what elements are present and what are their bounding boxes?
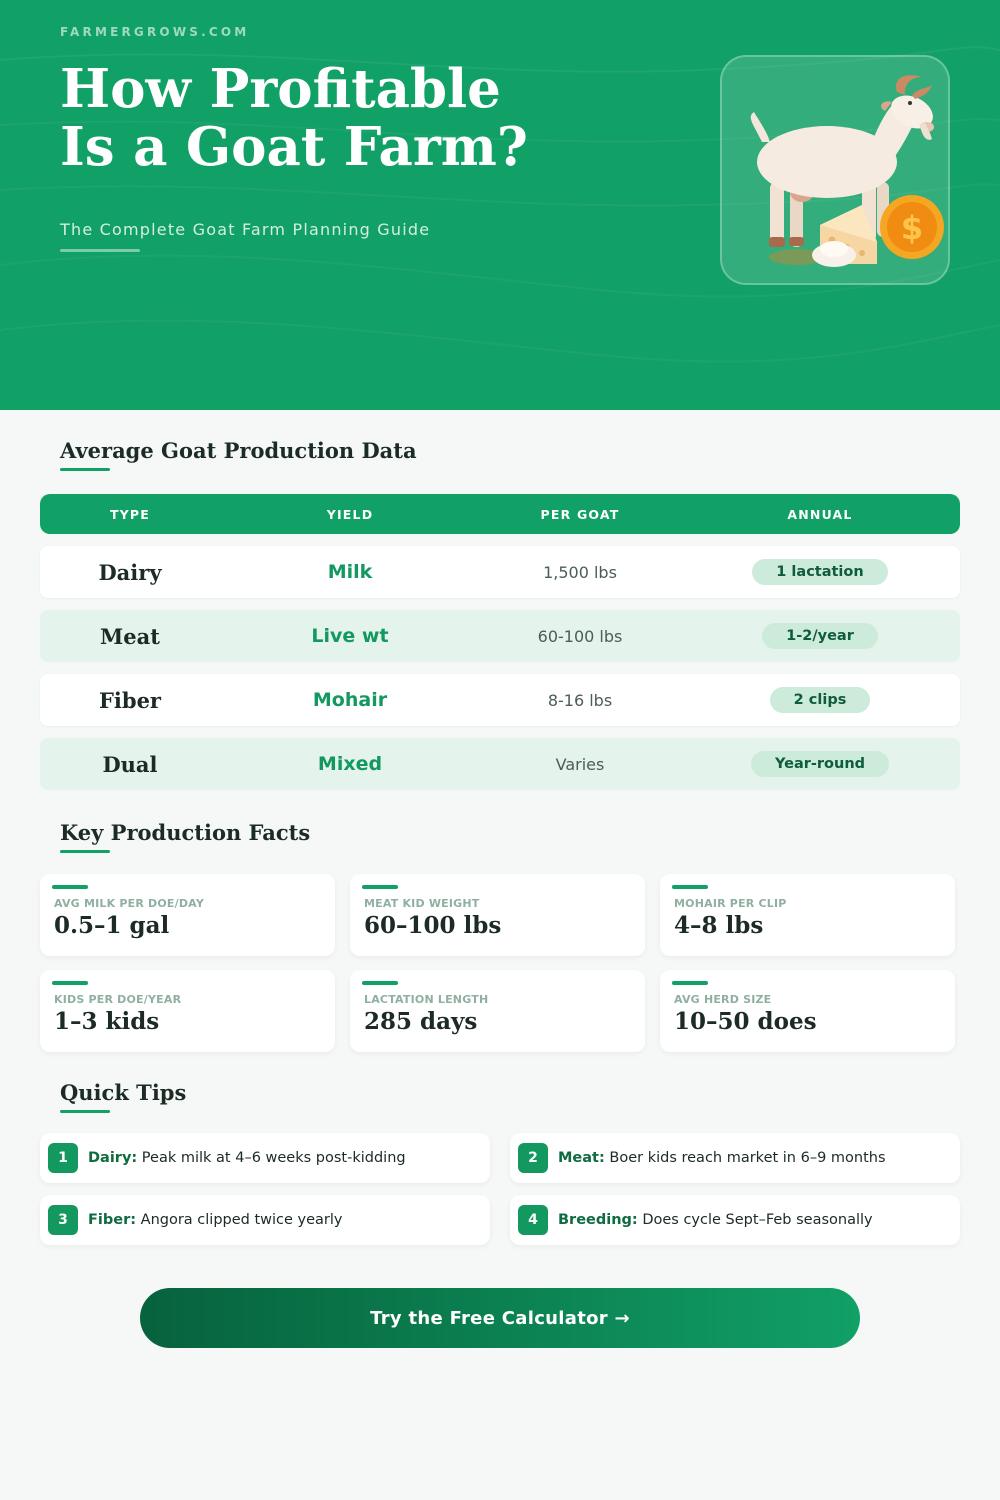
fact-accent-bar [362,981,398,985]
fact-value: 0.5–1 gal [54,912,170,939]
tip-number-badge: 4 [518,1205,548,1235]
section-underline [60,1110,110,1113]
cell-annual [680,623,960,649]
tip-key: Breeding: [558,1212,638,1228]
table-row [40,674,960,726]
tip-text [558,1150,886,1166]
tip-number-badge: 2 [518,1143,548,1173]
cell-yield: Mohair [312,689,388,711]
section-underline [60,468,110,471]
title-line-1: How Profitable [60,58,501,120]
cell-annual [680,751,960,777]
page-subtitle: The Complete Goat Farm Planning Guide [60,220,431,239]
cell-yield: Milk [327,561,373,583]
annual-badge: 1-2/year [762,623,878,649]
page-title [60,60,680,176]
tip-number-badge: 3 [48,1205,78,1235]
tip-item [510,1133,960,1183]
fact-card [660,874,955,956]
fact-value: 1–3 kids [54,1008,160,1035]
tip-text [88,1150,406,1166]
table-header [40,494,960,534]
fact-card [350,970,645,1052]
fact-accent-bar [672,981,708,985]
tip-item [40,1133,490,1183]
column-header-type: TYPE [109,506,151,522]
tip-body: Angora clipped twice yearly [136,1212,343,1228]
fact-label: AVG MILK PER DOE/DAY [54,897,204,910]
fact-card [350,874,645,956]
column-header-yield: YIELD [326,506,374,522]
table-row [40,738,960,790]
goat-illustration [720,55,950,285]
fact-accent-bar [362,885,398,889]
fact-value: 4–8 lbs [674,912,764,939]
cell-per-goat: 60-100 lbs [537,626,623,646]
tip-key: Dairy: [88,1150,138,1166]
title-line-2: Is a Goat Farm? [60,116,528,178]
column-header-annual: ANNUAL [787,506,853,522]
tip-item [510,1195,960,1245]
fact-label: KIDS PER DOE/YEAR [54,993,182,1006]
fact-card [40,874,335,956]
table-row [40,546,960,598]
cell-per-goat: 8-16 lbs [547,690,613,710]
fact-label: AVG HERD SIZE [674,993,772,1006]
cell-annual [680,687,960,713]
free-calculator-button[interactable]: Try the Free Calculator → [140,1288,860,1348]
cell-type: Meat [100,623,160,649]
fact-value: 285 days [364,1008,478,1035]
cell-per-goat: 1,500 lbs [543,562,617,582]
hero-banner [0,0,1000,410]
tip-text [558,1212,873,1228]
cell-per-goat: Varies [555,754,605,774]
fact-label: MEAT KID WEIGHT [364,897,480,910]
brand-label: FARMERGROWS.COM [60,25,250,39]
cell-yield: Live wt [311,625,389,647]
tip-text [88,1212,343,1228]
tips-section-title: Quick Tips [60,1080,187,1105]
tip-body: Peak milk at 4–6 weeks post-kidding [137,1150,406,1166]
annual-badge: Year-round [751,751,889,777]
fact-card [40,970,335,1052]
annual-badge: 1 lactation [752,559,887,585]
table-row [40,610,960,662]
subtitle-divider [60,249,140,252]
fact-accent-bar [52,981,88,985]
fact-label: LACTATION LENGTH [364,993,489,1006]
section-underline [60,850,110,853]
cell-type: Fiber [99,687,161,713]
tip-item [40,1195,490,1245]
tip-body: Boer kids reach market in 6–9 months [604,1150,886,1166]
fact-accent-bar [52,885,88,889]
column-header-per-goat: PER GOAT [540,506,620,522]
production-section-title: Average Goat Production Data [60,438,417,463]
fact-accent-bar [672,885,708,889]
goat-icon [722,57,950,285]
facts-section-title: Key Production Facts [60,820,311,845]
fact-value: 60–100 lbs [364,912,502,939]
tip-number-badge: 1 [48,1143,78,1173]
cell-annual [680,559,960,585]
fact-label: MOHAIR PER CLIP [674,897,787,910]
tip-key: Meat: [558,1150,605,1166]
tip-body: Does cycle Sept–Feb seasonally [637,1212,873,1228]
tip-key: Fiber: [88,1212,137,1228]
cell-type: Dual [102,751,158,777]
fact-card [660,970,955,1052]
annual-badge: 2 clips [770,687,871,713]
cell-yield: Mixed [317,753,383,775]
svg-text:$: $ [900,209,924,247]
fact-value: 10–50 does [674,1008,817,1035]
cell-type: Dairy [98,559,162,585]
